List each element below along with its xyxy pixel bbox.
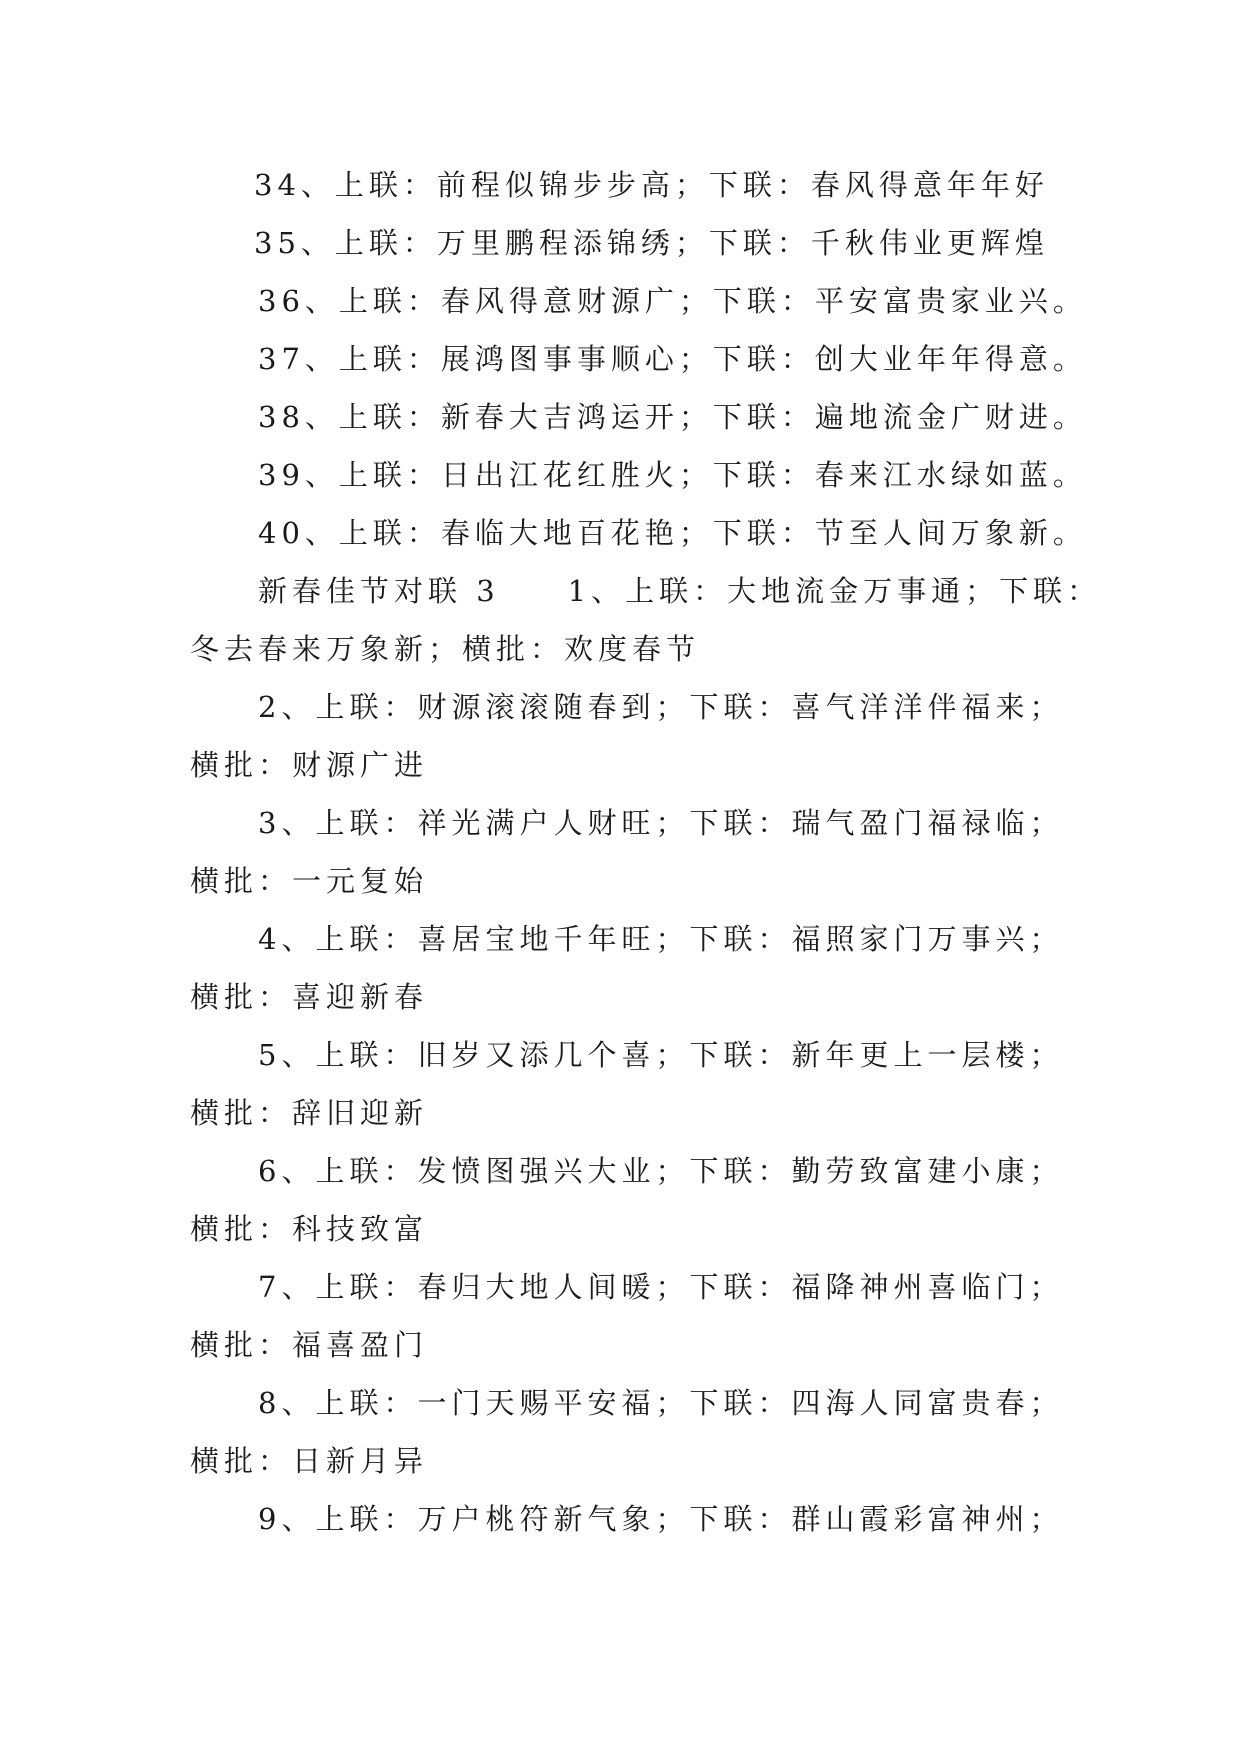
couplet-line: 34、上联：前程似锦步步高；下联：春风得意年年好 bbox=[254, 168, 1049, 202]
couplet-line: 35、上联：万里鹏程添锦绣；下联：千秋伟业更辉煌 bbox=[254, 226, 1049, 260]
horizontal-scroll-line: 横批：辞旧迎新 bbox=[190, 1096, 429, 1130]
document-body bbox=[190, 156, 1102, 1548]
couplet-line: 4、上联：喜居宝地千年旺；下联：福照家门万事兴； bbox=[258, 922, 1064, 956]
couplet-line: 7、上联：春归大地人间暖；下联：福降神州喜临门； bbox=[258, 1270, 1064, 1304]
couplet-line: 37、上联：展鸿图事事顺心；下联：创大业年年得意。 bbox=[258, 342, 1087, 376]
horizontal-scroll-line: 横批：日新月异 bbox=[190, 1444, 429, 1478]
couplet-line: 38、上联：新春大吉鸿运开；下联：遍地流金广财进。 bbox=[258, 400, 1087, 434]
couplet-line: 2、上联：财源滚滚随春到；下联：喜气洋洋伴福来； bbox=[258, 690, 1064, 724]
horizontal-scroll-line: 横批：财源广进 bbox=[190, 748, 429, 782]
couplet-line-continuation: 冬去春来万象新；横批：欢度春节 bbox=[190, 632, 701, 666]
horizontal-scroll-line: 横批：喜迎新春 bbox=[190, 980, 429, 1014]
horizontal-scroll-line: 横批：福喜盈门 bbox=[190, 1328, 429, 1362]
couplet-line: 36、上联：春风得意财源广；下联：平安富贵家业兴。 bbox=[258, 284, 1087, 318]
couplet-line: 40、上联：春临大地百花艳；下联：节至人间万象新。 bbox=[258, 516, 1087, 550]
section-heading-line: 新春佳节对联 3 1、上联：大地流金万事通；下联： bbox=[258, 574, 1102, 608]
couplet-line: 3、上联：祥光满户人财旺；下联：瑞气盈门福禄临； bbox=[258, 806, 1064, 840]
couplet-line: 6、上联：发愤图强兴大业；下联：勤劳致富建小康； bbox=[258, 1154, 1064, 1188]
couplet-line: 9、上联：万户桃符新气象；下联：群山霞彩富神州； bbox=[258, 1502, 1064, 1536]
horizontal-scroll-line: 横批：一元复始 bbox=[190, 864, 429, 898]
couplet-line: 39、上联：日出江花红胜火；下联：春来江水绿如蓝。 bbox=[258, 458, 1087, 492]
couplet-line: 8、上联：一门天赐平安福；下联：四海人同富贵春； bbox=[258, 1386, 1064, 1420]
couplet-line: 5、上联：旧岁又添几个喜；下联：新年更上一层楼； bbox=[258, 1038, 1064, 1072]
horizontal-scroll-line: 横批：科技致富 bbox=[190, 1212, 429, 1246]
